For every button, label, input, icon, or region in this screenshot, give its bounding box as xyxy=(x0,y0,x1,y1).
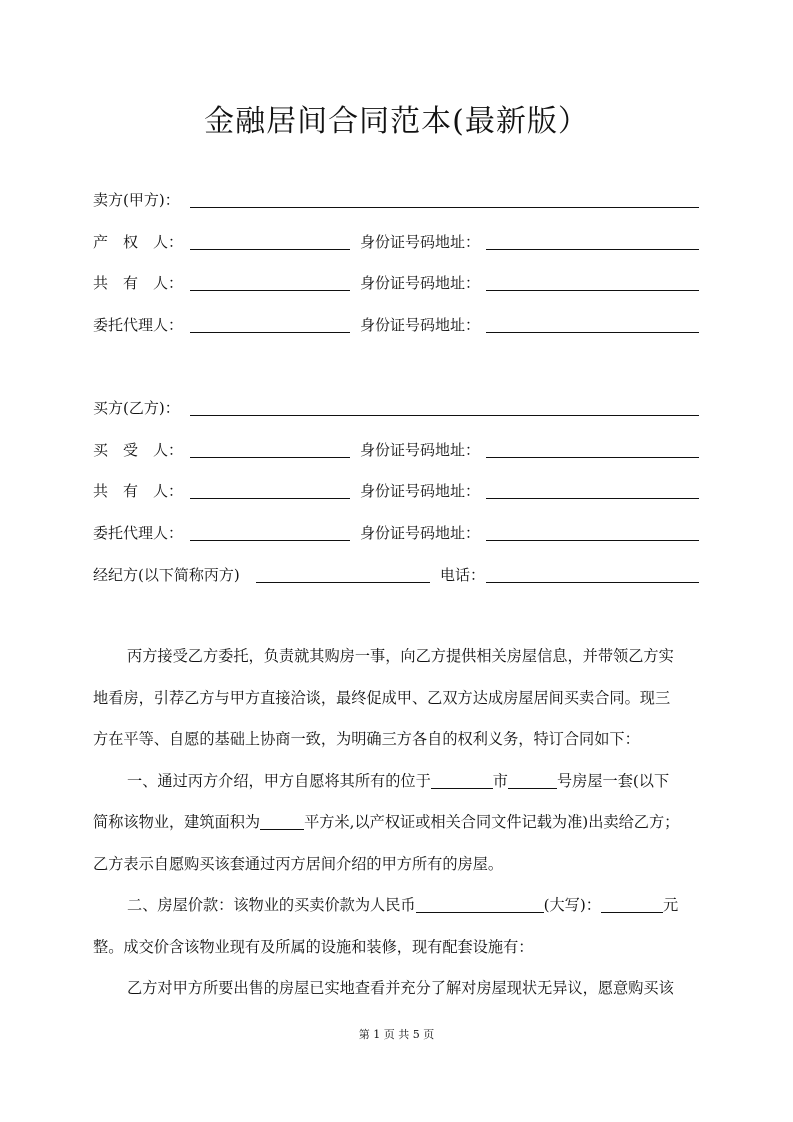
document-title: 金融居间合同范本(最新版） xyxy=(204,104,589,139)
clause-2-text-c: 元 xyxy=(662,896,679,914)
seller-coowner-id-blank[interactable] xyxy=(486,290,699,291)
clause-1-text-e: 平方米,以产权证或相关合同文件记载为准)出卖给乙方； xyxy=(304,813,680,831)
buyer-heading-row xyxy=(93,397,699,419)
broker-phone-label: 电话： xyxy=(440,566,486,584)
paragraph-1-line-1: 丙方接受乙方委托，负责就其购房一事，向乙方提供相关房屋信息，并带领乙方实 xyxy=(127,647,674,665)
buyer-buyer-label: 买 受 人： xyxy=(93,441,184,459)
seller-name-blank[interactable] xyxy=(190,207,699,208)
contract-body xyxy=(93,636,699,1010)
seller-coowner-id-label: 身份证号码地址： xyxy=(360,274,481,292)
buyer-buyer-row xyxy=(93,439,699,461)
broker-name-blank[interactable] xyxy=(256,582,430,583)
clause-1-text-d: 简称该物业，建筑面积为 xyxy=(93,813,261,831)
seller-owner-row xyxy=(93,231,699,253)
paragraph-2-line-2 xyxy=(93,802,699,844)
paragraph-4-line-1: 乙方对甲方所要出售的房屋已实地查看并充分了解对房屋现状无异议，愿意购买该 xyxy=(127,979,674,997)
buyer-name-blank[interactable] xyxy=(190,415,699,416)
seller-heading-label: 卖方(甲方)： xyxy=(93,191,180,209)
buyer-heading-label: 买方(乙方)： xyxy=(93,399,180,417)
seller-agent-id-label: 身份证号码地址： xyxy=(360,316,481,334)
buyer-coowner-id-label: 身份证号码地址： xyxy=(360,482,481,500)
seller-owner-id-label: 身份证号码地址： xyxy=(360,233,481,251)
buyer-buyer-blank[interactable] xyxy=(190,457,350,458)
price-uppercase-blank[interactable] xyxy=(601,897,663,913)
buyer-agent-label: 委托代理人： xyxy=(93,524,184,542)
paragraph-3-line-2: 整。成交价含该物业现有及所属的设施和装修，现有配套设施有： xyxy=(93,937,534,956)
buyer-buyer-id-label: 身份证号码地址： xyxy=(360,441,481,459)
seller-coowner-blank[interactable] xyxy=(190,290,350,291)
buyer-coowner-row xyxy=(93,480,699,502)
clause-1-text-b: 市 xyxy=(492,771,508,790)
buyer-coowner-label: 共 有 人： xyxy=(93,482,184,500)
city-blank[interactable] xyxy=(431,773,493,789)
paragraph-1-line-3: 方在平等、自愿的基础上协商一致，为明确三方各自的权利义务，特订合同如下： xyxy=(93,730,640,748)
page-footer: 第 1 页 共 5 页 xyxy=(358,1028,435,1041)
price-blank[interactable] xyxy=(416,897,544,913)
seller-agent-label: 委托代理人： xyxy=(93,316,184,334)
house-number-blank[interactable] xyxy=(508,773,557,789)
clause-2-text-a: 二、房屋价款：该物业的买卖价款为人民币 xyxy=(127,896,416,914)
seller-heading-row xyxy=(93,189,699,211)
clause-2-text-b: (大写)： xyxy=(543,896,601,914)
seller-agent-id-blank[interactable] xyxy=(486,332,699,333)
seller-owner-id-blank[interactable] xyxy=(486,249,699,250)
buyer-agent-id-label: 身份证号码地址： xyxy=(360,524,481,542)
broker-label: 经纪方(以下简称丙方) xyxy=(93,566,240,584)
seller-agent-row xyxy=(93,314,699,336)
seller-agent-blank[interactable] xyxy=(190,332,350,333)
paragraph-2-line-1 xyxy=(93,761,699,803)
seller-coowner-row xyxy=(93,272,699,294)
buyer-coowner-id-blank[interactable] xyxy=(486,498,699,499)
buyer-agent-row xyxy=(93,522,699,544)
paragraph-3-line-1 xyxy=(93,885,699,927)
buyer-coowner-blank[interactable] xyxy=(190,498,350,499)
buyer-agent-blank[interactable] xyxy=(190,540,350,541)
clause-1-text-a: 一、通过丙方介绍，甲方自愿将其所有的位于 xyxy=(127,771,431,790)
paragraph-2-line-3: 乙方表示自愿购买该套通过丙方居间介绍的甲方所有的房屋。 xyxy=(93,854,504,873)
buyer-agent-id-blank[interactable] xyxy=(486,540,699,541)
clause-1-text-c: 号房屋一套(以下 xyxy=(556,771,670,790)
seller-owner-blank[interactable] xyxy=(190,249,350,250)
seller-coowner-label: 共 有 人： xyxy=(93,274,184,292)
paragraph-1-line-2: 地看房，引荐乙方与甲方直接洽谈，最终促成甲、乙双方达成房屋居间买卖合同。现三 xyxy=(93,688,671,707)
buyer-buyer-id-blank[interactable] xyxy=(486,457,699,458)
area-blank[interactable] xyxy=(260,814,304,830)
broker-phone-blank[interactable] xyxy=(486,582,699,583)
broker-row xyxy=(93,564,699,586)
seller-owner-label: 产 权 人： xyxy=(93,233,184,251)
